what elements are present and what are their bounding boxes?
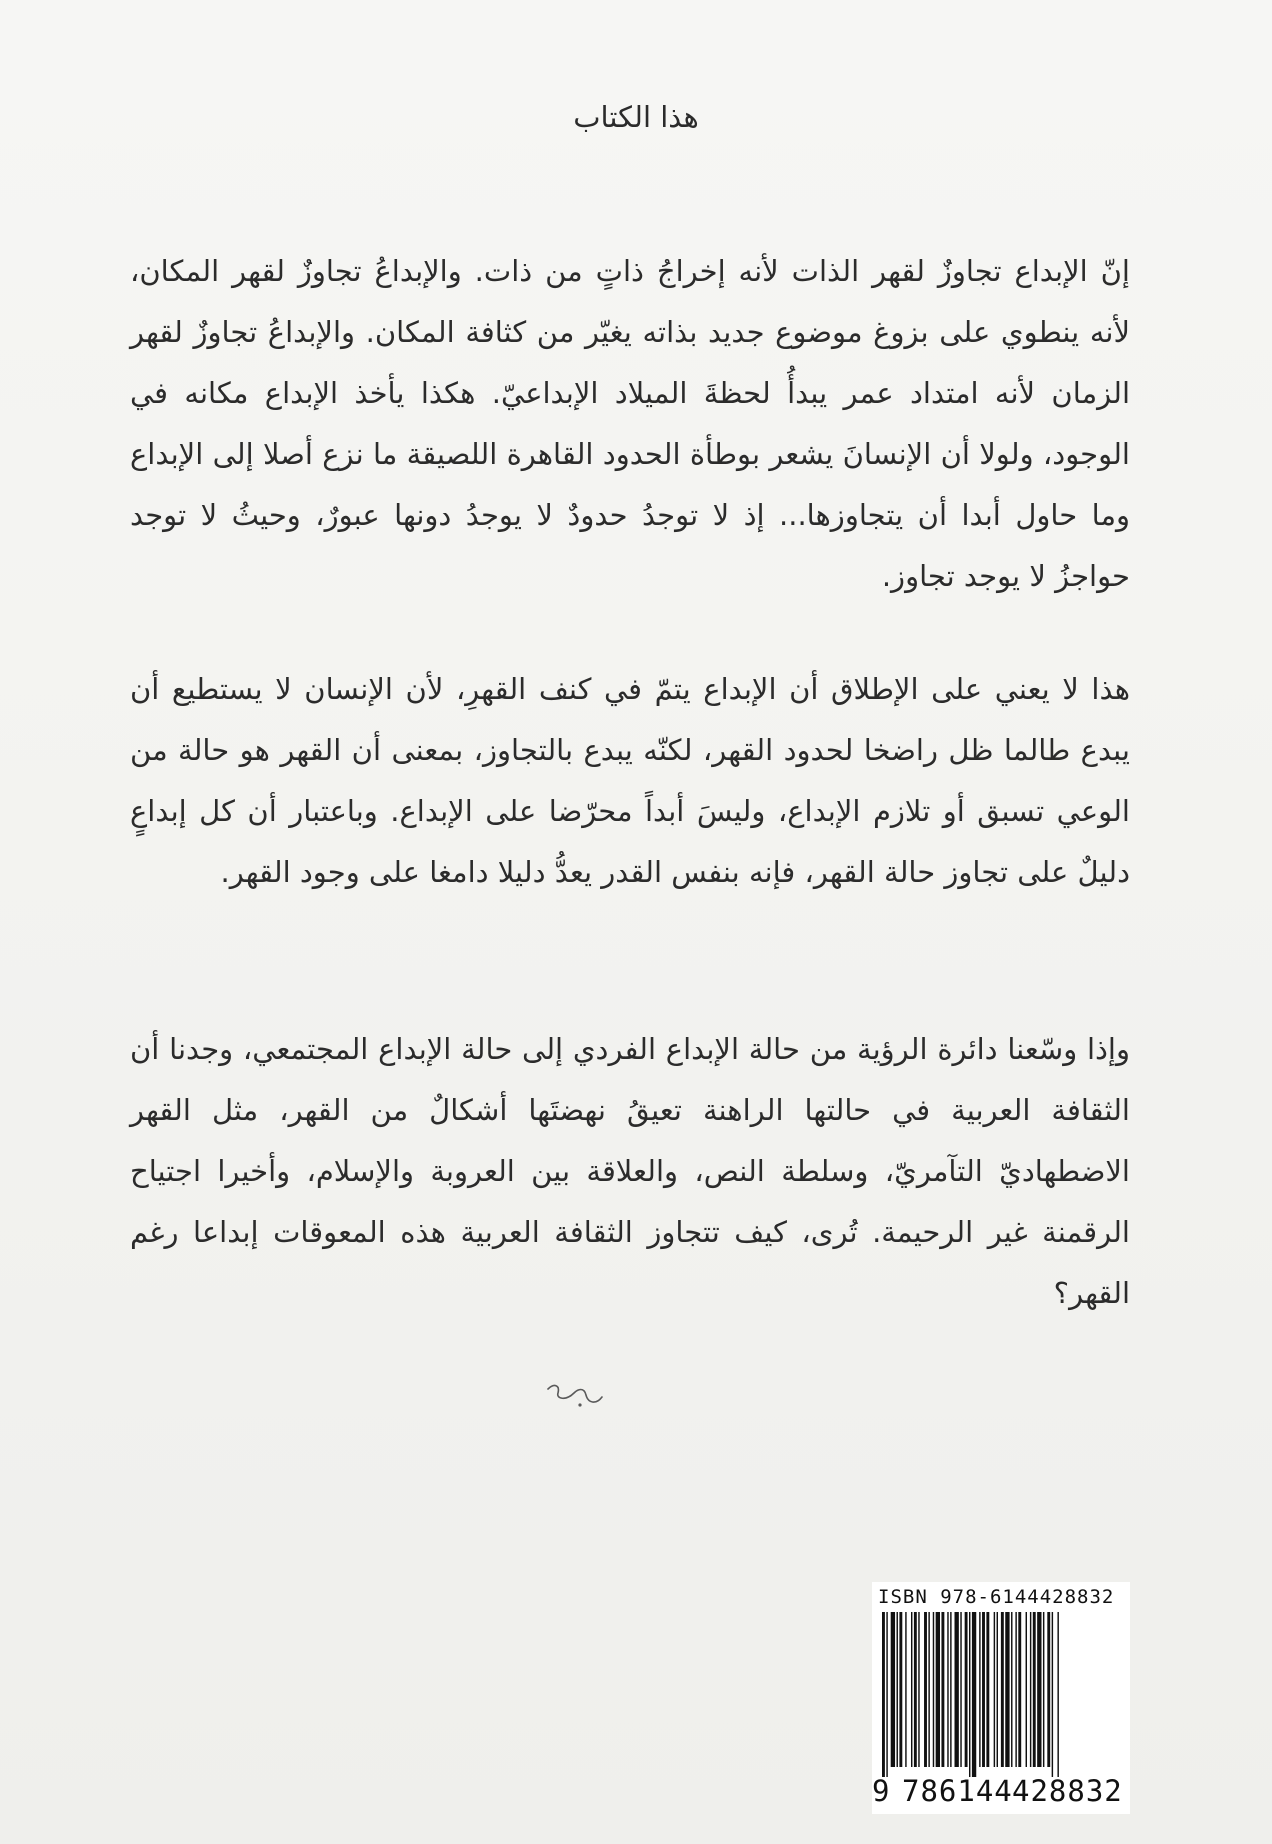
barcode-bar bbox=[1001, 1612, 1004, 1767]
barcode-bar bbox=[997, 1612, 998, 1767]
barcode-bar bbox=[1018, 1612, 1021, 1767]
barcode-bar bbox=[936, 1612, 940, 1767]
barcode-bar bbox=[986, 1612, 989, 1767]
barcode-bar bbox=[1043, 1612, 1044, 1767]
barcode-bar bbox=[955, 1612, 959, 1767]
barcode-bar bbox=[1011, 1612, 1012, 1767]
barcode-bar bbox=[979, 1612, 980, 1767]
barcode-bar bbox=[1005, 1612, 1009, 1767]
barcode-bar bbox=[886, 1612, 887, 1777]
barcode-bar bbox=[899, 1612, 902, 1767]
barcode-bar bbox=[1057, 1612, 1058, 1777]
barcode-bar bbox=[982, 1612, 985, 1767]
page-title: هذا الكتاب bbox=[573, 100, 699, 134]
paragraph-3: وإذا وسّعنا دائرة الرؤية من حالة الإبداع الفردي إلى حالة الإبداع المجتمعي، وجدنا أن الثقافة العربية في حالتها الراهنة تعيقُ نهضتَها أشكالٌ من القهر، مثل القهر الاضطهاديّ التآمريّ، وسلطة النص، والعلاقة بين العروبة والإسلام، وأخيرا اجتياح الرقمنة غير الرحيمة. تُرى، كيف تتجاوز الثقافة العربية هذه المعوقات إبداعا رغم القهر؟ bbox=[130, 1032, 1130, 1310]
barcode-bar bbox=[1015, 1612, 1016, 1767]
barcode-bar bbox=[918, 1612, 919, 1767]
barcode-bar bbox=[994, 1612, 995, 1767]
barcode-bar bbox=[933, 1612, 934, 1767]
barcode-bar bbox=[1037, 1612, 1041, 1767]
barcode-bar bbox=[941, 1612, 944, 1767]
barcode-bar bbox=[1052, 1612, 1053, 1777]
barcode-bar bbox=[924, 1612, 927, 1767]
barcode-bar bbox=[897, 1612, 898, 1767]
barcode-bar bbox=[1026, 1612, 1027, 1767]
barcode-bar bbox=[891, 1612, 895, 1767]
signature-mark bbox=[540, 1375, 620, 1415]
paragraph-2: هذا لا يعني على الإطلاق أن الإبداع يتمّ في كنف القهرِ، لأن الإنسان لا يستطيع أن يبدع طالما ظل راضخا لحدود القهر، لكنّه يبدع بالتجاوز، بمعنى أن القهر هو حالة من الوعي تسبق أو تلازم الإبداع، وليسَ أبداً محرّضا على الإبداع. وباعتبار أن كل إبداعٍ دليلٌ على تجاوز حالة القهر، فإنه بنفس القدر يعدُّ دليلا دامغا على وجود القهر. bbox=[130, 672, 1130, 889]
barcode-group-1: 786144 bbox=[902, 1774, 1013, 1808]
barcode-bar bbox=[960, 1612, 961, 1767]
barcode-lead-digit: 9 bbox=[872, 1774, 890, 1808]
barcode-bars bbox=[882, 1612, 1120, 1777]
barcode-bar bbox=[972, 1612, 976, 1777]
isbn-barcode bbox=[872, 1582, 1130, 1814]
barcode-bar bbox=[1033, 1612, 1036, 1767]
paragraph-1: إنّ الإبداع تجاوزٌ لقهر الذات لأنه إخراجُ ذاتٍ من ذات. والإبداعُ تجاوزٌ لقهر المكان، لأنه ينطوي على بزوغ موضوع جديد بذاته يغيّر من كثافة المكان. والإبداعُ تجاوزٌ لقهر الزمان لأنه امتداد عمر يبدأُ لحظةَ الميلاد الإبداعيّ. هكذا يأخذ الإبداع مكانه في الوجود، ولولا أن الإنسانَ يشعر بوطأة الحدود القاهرة اللصيقة ما نزع أصلا إلى الإبداع وما حاول أبدا أن يتجاوزها... إذ لا توجدُ حدودٌ لا يوجدُ دونها عبورٌ، وحيثُ لا توجد حواجزُ لا يوجد تجاوز. bbox=[130, 254, 1130, 593]
barcode-bar bbox=[882, 1612, 885, 1777]
isbn-label: ISBN 978-6144428832 bbox=[878, 1586, 1115, 1608]
barcode-bar bbox=[911, 1612, 912, 1767]
barcode-bar bbox=[950, 1612, 951, 1767]
barcode-bar bbox=[905, 1612, 906, 1767]
barcode-bar bbox=[914, 1612, 917, 1767]
barcode-bar bbox=[1030, 1612, 1031, 1767]
barcode-bar bbox=[965, 1612, 968, 1767]
barcode-bar bbox=[928, 1612, 929, 1767]
barcode-bar bbox=[969, 1612, 970, 1777]
barcode-bar bbox=[1047, 1612, 1050, 1767]
barcode-group-2: 428832 bbox=[1012, 1774, 1123, 1808]
barcode-bar bbox=[947, 1612, 948, 1767]
